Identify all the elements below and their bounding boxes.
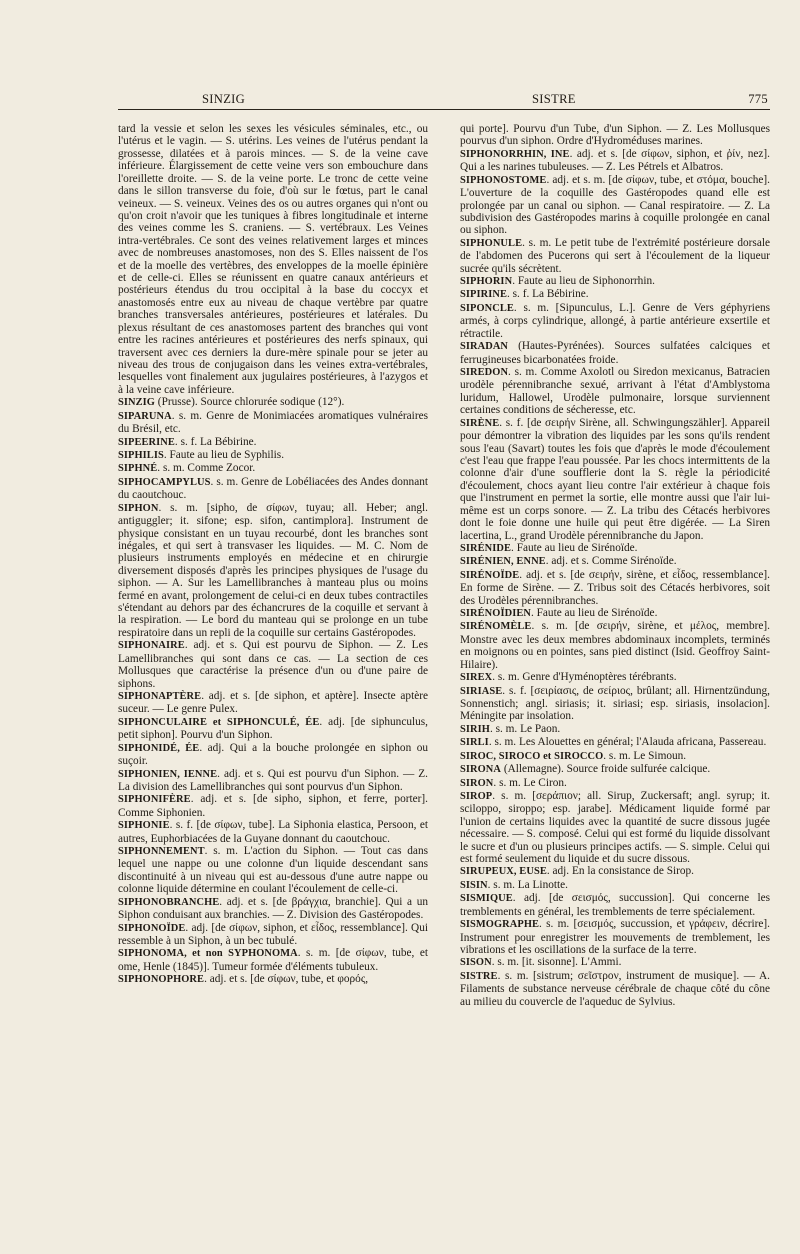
dictionary-entry [118,793,431,819]
entry-headword: SIREDON [460,367,509,379]
entry-headword: SIPHONIDÉ, ÉE [118,742,200,754]
entry-definition: . adj. et s. [de siphon, et aptère]. Insecte aptère suceur. — Le genre Pulex. [118,689,431,716]
dictionary-entry [460,736,770,749]
dictionary-entry [118,921,431,948]
entry-headword: SIRON [460,777,494,789]
entry-headword: SISMIQUE [460,893,513,905]
entry-definition: . adj. En la consistance de Sirop. [546,865,694,878]
dictionary-entry [118,639,431,690]
dictionary-entry [460,236,773,275]
entry-definition: . s. f. [σειρίασις, de σείριος, brûlant; all. Hirnentzündung, Sonnenstich; angl. siriasis; it. siriasi; esp. siriasis, insolacion]. Méningite par insolation. [460,684,773,723]
dictionary-entry [460,763,770,776]
entry-headword: SIPHILIS [118,449,164,461]
dictionary-entry [118,396,428,409]
dictionary-entry [460,684,773,723]
entry-definition: . adj. Qui a la bouche prolongée en siphon ou suçoir. [118,741,431,768]
entry-definition: . s. m. [de σειρήν, sirène, et μέλος, membre]. Monstre avec les deux membres abdominaux incomplets, terminés en moignons ou en pointes, sans pied distinct (Isid. Geoffroy Saint-Hilaire). [460,620,773,671]
entry-definition: . Faute au lieu de Syphilis. [163,448,285,461]
dictionary-entry [460,777,770,790]
entry-definition: . s. m. [sipho, de σίφων, tuyau; all. Heber; angl. antiguggler; it. sifone; esp. sifon, cantimplora]. Instrument de physique consistant en un tuyau recourbé, dont les branches sont inégales, et qui sert à transvaser les liquides. — M. C. Nom de plusieurs instruments employés en médecine et en chirurgie diversement disposés d'après les principes physiques de l'usage du siphon. — A. Sur les Lamellibranches à manteau plus ou moins fermé en avant, prolongement de celui-ci en deux tubes contractiles s'étendant au dehors par des échancrures de la coquille et servant à la respiration. — Le bord du manteau qui se prolonge en un tube respiratoire dans un repli de la coquille sur certains Gastéropodes. [118,501,431,639]
entry-definition: . s. f. La Bébirine. [174,435,257,448]
entry-headword: SIREX [460,672,493,684]
entry-definition: . s. m. [Sipunculus, L.]. Genre de Vers géphyriens armés, à corps cylindrique, allongé, à partie antérieure exsertile et rétractile. [460,301,773,340]
dictionary-entry [460,301,773,340]
dictionary-entry [460,542,770,555]
entry-definition: . adj. et s. [de σίφων, siphon, et ῥίν, nez]. Qui a les narines tubuleuses. — Z. Les Pétrels et Albatros. [460,147,773,174]
entry-definition: tard la vessie et selon les sexes les vésicules séminales, etc., ou l'utérus et le vagin. — S. utérins. Les veines de l'utérus pendant la grossesse, dilatées et à parois minces. — S. de la veine cave inférieure. Élargissement de cette veine vers son embouchure dans l'oreillette droite. — S. de la veine porte. Le tronc de cette veine dans le sillon transverse du foie, d'où sur le fœtus, part le canal veineux. — S. veineux. Veines des os ou autres organes qui n'ont ou qu'on croit n'avoir que les tuniques à fibres longitudinale et interne des veines comme les S. craniens. — S. vertébraux. Les Veines intra-vertébrales. Ce sont des veines relativement larges et minces avec de nombreuses anastomoses, non des S. Elles naissent de l'os et de la moelle des vertèbres, des enveloppes de la moelle épinière et de celle-ci. Elles se réunissent en quatre canaux antérieurs et postérieurs étendus du trou occipital à la base du coccyx et anastomosés entre eux au niveau de chaque vertèbre par quatre branches transversales antérieures, postérieures et latérales. Du plexus résultant de ces anastomoses partent des branches qui vont entre les racines antérieures et postérieures des nerfs spinaux, qui traversent avec ces derniers la dure-mère spinale pour se jeter au niveau des trous de conjugaison dans les veines extra-vertébrales, lesquelles vont finalement aux jugulaires postérieures, à l'azygos et à la veine cave inférieure. [118,123,431,396]
dictionary-entry [118,449,428,462]
dictionary-entry [118,409,431,436]
dictionary-entry [460,620,773,671]
dictionary-entry [118,475,431,502]
entry-headword: SIPEERINE [118,436,175,448]
entry-definition: . Faute au lieu de Siphonorrhin. [512,275,655,288]
entry-definition: . adj. [de σίφων, siphon, et εἶδος, ressemblance]. Qui ressemble à un Siphon, à un bec tubulé. [118,921,431,947]
entry-definition: . adj. [de σεισμός, succussion]. Qui concerne les tremblements en général, les tremblements de terre spécialement. [460,892,773,918]
entry-definition: . Faute au lieu de Sirénoïde. [530,607,658,620]
entry-definition: . adj. et s. Qui est pourvu d'un Siphon. — Z. La division des Lamellibranches qui sont pourvus d'un Siphon. [118,767,431,793]
entry-definition: . s. m. Le Simoun. [603,749,687,762]
entry-definition: . adj. et s. m. [de σίφων, tube, et στόμα, bouche]. L'ouverture de la coquille des Gastéropodes quand elle est prolongée par un canal ou siphon. — Canal respiratoire. — Z. La subdivision des Gastéropodes marins à coquille prolongée en canal ou siphon. [460,173,773,237]
entry-definition: . adj. et s. Comme Sirénoïde. [545,555,677,568]
dictionary-entry [460,173,773,237]
entry-definition: . s. m. Le Paon. [489,722,561,735]
entry-headword: SIRÉNOÏDIEN [460,608,531,620]
dictionary-entry [118,767,431,794]
entry-headword: SISMOGRAPHE [460,919,540,931]
entry-headword: SIPHONORRHIN, INE [460,148,570,160]
entry-headword: SIRADAN [460,341,509,353]
entry-headword: SIRIH [460,723,490,735]
entry-headword: SIPHORIN [460,276,513,288]
entry-headword: SIRÉNIDE [460,542,512,554]
dictionary-entry [460,416,773,542]
dictionary-entry [460,892,773,918]
entry-headword: SIRLI [460,737,489,749]
entry-definition: . s. m. Genre d'Hyménoptères térébrants. [492,671,677,684]
entry-definition: . s. f. [de σίφων, tube]. La Siphonia elastica, Persoon, et autres, Euphorbiacées de la Guyane donnant du caoutchouc. [118,819,431,845]
entry-definition: . adj. [de siphunculus, petit siphon]. Pourvu d'un Siphon. [118,715,431,742]
dictionary-entry [118,895,431,922]
dictionary-entry [118,845,431,896]
entry-definition: . s. f. [de σειρήν Sirène, all. Schwingungszähler]. Appareil pour démontrer la vibration des liquides par les sons qu'ils rendent sous l'eau (Savart) toutes les fois que d'après le mode d'écoulement c'est l'eau que frappe l'eau poussée. Par les chocs intermittents de la colonne d'air d'une soufflerie dont la S. règle la périodicité d'écoulement, chocs ayant lieu contre l'air extérieur à chaque fois que l'instrument en permet la sortie, elle montre aussi que l'air lui-même est un corps sonore. — Z. La tribu des Cétacés herbivores dont le foie donne une huile qui peut être digérée. — La Siren lacertina, L., grand Urodèle pérennibranche du Japon. [460,416,773,542]
entry-definition: qui porte]. Pourvu d'un Tube, d'un Siphon. — Z. Les Mollusques pourvus d'un siphon. Ordre d'Hydroméduses marines. [460,123,773,148]
entry-headword: SIRONA [460,764,502,776]
entry-headword: SISON [460,957,492,969]
entry-headword: SIPHONOSTOME [460,174,547,186]
entry-definition: . adj. et s. [de βράγχια, branchie]. Qui a un Siphon conduisant aux branchies. — Z. Division des Gastéropodes. [118,895,431,922]
entry-headword: SISTRE [460,970,498,982]
entry-headword: SIPHONIEN, IENNE [118,768,218,780]
dictionary-entry [460,969,773,1008]
entry-headword: SIRIASE [460,685,503,697]
entry-definition: (Allemagne). Source froide sulfurée calcique. [501,763,711,776]
entry-definition: . adj. et s. [de σίφων, tube, et φορός, [204,973,369,986]
entry-headword: SISIN [460,879,488,891]
dictionary-entry [460,918,773,956]
entry-headword: SIPHON [118,502,159,514]
entry-headword: SIPIRINE [460,289,507,301]
continued-entry [118,123,431,396]
entry-definition: . Faute au lieu de Sirénoïde. [511,541,638,554]
running-head-left-word: SINZIG [202,92,246,106]
dictionary-entry [460,340,773,366]
entry-definition: . s. m. Genre de Monimiacées aromatiques vulnéraires du Brésil, etc. [118,409,431,436]
dictionary-entry [460,865,770,878]
running-head [118,88,770,110]
entry-headword: SIROP [460,790,493,802]
dictionary-entry [460,275,770,288]
entry-headword: SIPHOCAMPYLUS [118,476,211,488]
dictionary-entry [118,689,431,716]
dictionary-entry [460,607,770,620]
entry-headword: SIPHONULE [460,237,523,249]
dictionary-entry [118,819,431,845]
entry-headword: SIPHONCULAIRE et SIPHONCULÉ, ÉE [118,716,320,728]
entry-definition: . s. m. L'action du Siphon. — Tout cas dans lequel une nappe ou une colonne d'un liquide descendant sans discontinuité à un niveau qui est au-dessous d'une autre nappe ou colonne liquide détermine en coulant l'écoulement de celle-ci. [118,845,431,896]
entry-headword: SINZIG [118,397,155,409]
entry-headword: SIPHONOMA, et non SYPHONOMA [118,948,298,960]
entry-headword: SIROC, SIROCO et SIROCCO [460,750,604,762]
dictionary-entry [118,715,431,742]
dictionary-entry [460,671,770,684]
dictionary-entry [118,973,428,986]
entry-headword: SIRÉNOÏDE [460,569,520,581]
entry-headword: SIPHONOBRANCHE [118,896,220,908]
dictionary-entry [460,555,770,568]
entry-definition: . adj. et s. [de sipho, siphon, et ferre, porter]. Comme Siphonien. [118,793,431,819]
entry-definition: (Hautes-Pyrénées). Sources sulfatées calciques et ferrugineuses bicarbonatées froide. [460,340,773,366]
entry-headword: SIPHONAIRE [118,640,185,652]
entry-headword: SIPHONIFÈRE [118,794,191,806]
entry-headword: SIRÉNOMÈLE [460,621,532,633]
entry-definition: . s. m. Les Alouettes en général; l'Alauda africana, Passereau. [488,736,767,749]
entry-definition: . adj. et s. Qui est pourvu de Siphon. — Z. Les Lamellibranches qui sont dans ce cas. — La section de ces Mollusques que caractérise la présence d'un ou d'une paire de siphons. [118,639,431,690]
right-column [460,123,773,1008]
dictionary-entry [460,288,770,301]
entry-headword: SIPONCLE [460,302,514,314]
dictionary-entry [460,147,773,174]
entry-headword: SIPHONNEMENT [118,846,205,858]
entry-definition: . s. m. Comme Zocor. [157,462,256,475]
dictionary-entry [460,789,773,866]
left-column [118,123,431,987]
entry-definition: . s. m. La Linotte. [487,878,568,891]
entry-definition: . s. m. Le Ciron. [493,776,567,789]
dictionary-entry [118,501,431,640]
entry-definition: . s. m. [σεισμός, succussion, et γράφειν, décrire]. Instrument pour enregistrer les mouvements de tremblement, les vibrations et les oscillations de la surface de la terre. [460,918,773,956]
entry-headword: SIPARUNA [118,410,172,422]
entry-headword: SIRUPEUX, EUSE [460,866,547,878]
entry-headword: SIPHONOPHORE [118,974,205,986]
entry-headword: SIPHONAPTÈRE [118,690,202,702]
dictionary-entry [118,436,428,449]
running-head-right-word: SISTRE [532,92,576,106]
dictionary-entry [460,956,770,969]
entry-headword: SIPHNÉ [118,463,158,475]
dictionary-entry [118,741,431,768]
entry-definition: . adj. et s. [de σειρήν, sirène, et εἶδος, ressemblance]. En forme de Sirène. — Z. Tribus soit des Cétacés herbivores, soit des Urodèles pérennibranches. [460,568,773,607]
dictionary-entry [460,750,770,763]
entry-definition: . s. m. [de σίφων, tube, et ome, Henle (1845)]. Tumeur formée d'éléments tubuleux. [118,947,431,973]
entry-definition: . s. m. [it. sisonne]. L'Ammi. [491,956,622,969]
dictionary-entry [460,568,773,607]
dictionary-entry [460,879,770,892]
entry-definition: . s. m. [sistrum; σεῖστρον, instrument de musique]. — A. Filaments de substance nerveuse cérébrale de chaque côté du cône au milieu du couvercle de l'aqueduc de Sylvius. [460,969,773,1008]
entry-definition: (Prusse). Source chlorurée sodique (12°). [154,396,345,409]
dictionary-entry [118,462,428,475]
dictionary-entry [460,366,773,417]
continued-entry [460,123,773,148]
entry-definition: . s. m. Comme Axolotl ou Siredon mexicanus, Batracien urodèle pérennibranche sexué, arrivant à l'état d'Amblystoma luridum, Hallowel, Urodèle pulmonaire, lorsque surviennent certaines conditions de sécheresse, etc. [460,366,773,417]
dictionary-entry [118,947,431,973]
entry-definition: . s. m. [σεράπιον; all. Sirup, Zuckersaft; angl. syrup; it. sciloppo, siroppo; esp. jarabe]. Médicament liquide formé par l'union de certains liquides avec la quantité de sucre dissous jugée nécessaire. — S. composé. Celui qui est formé du liquide dissolvant le sucre et d'un ou plusieurs principes actifs. — S. simple. Celui qui est formé seulement du liquide et du sucre dissous. [460,789,773,866]
entry-headword: SIPHONOÏDE [118,922,186,934]
entry-headword: SIRÈNE [460,417,500,429]
dictionary-entry [460,723,770,736]
entry-headword: SIPHONIE [118,820,170,832]
header-rule [118,109,770,110]
entry-definition: . s. f. La Bébirine. [507,288,589,301]
entry-definition: . s. m. Le petit tube de l'extrémité postérieure dorsale de l'abdomen des Pucerons qui sert à l'écoulement de la liqueur sucrée qu'ils sécrètent. [460,236,773,275]
page-number: 775 [748,92,768,106]
entry-headword: SIRÉNIEN, ENNE [460,556,546,568]
entry-definition: . s. m. Genre de Lobéliacées des Andes donnant du caoutchouc. [118,475,431,502]
